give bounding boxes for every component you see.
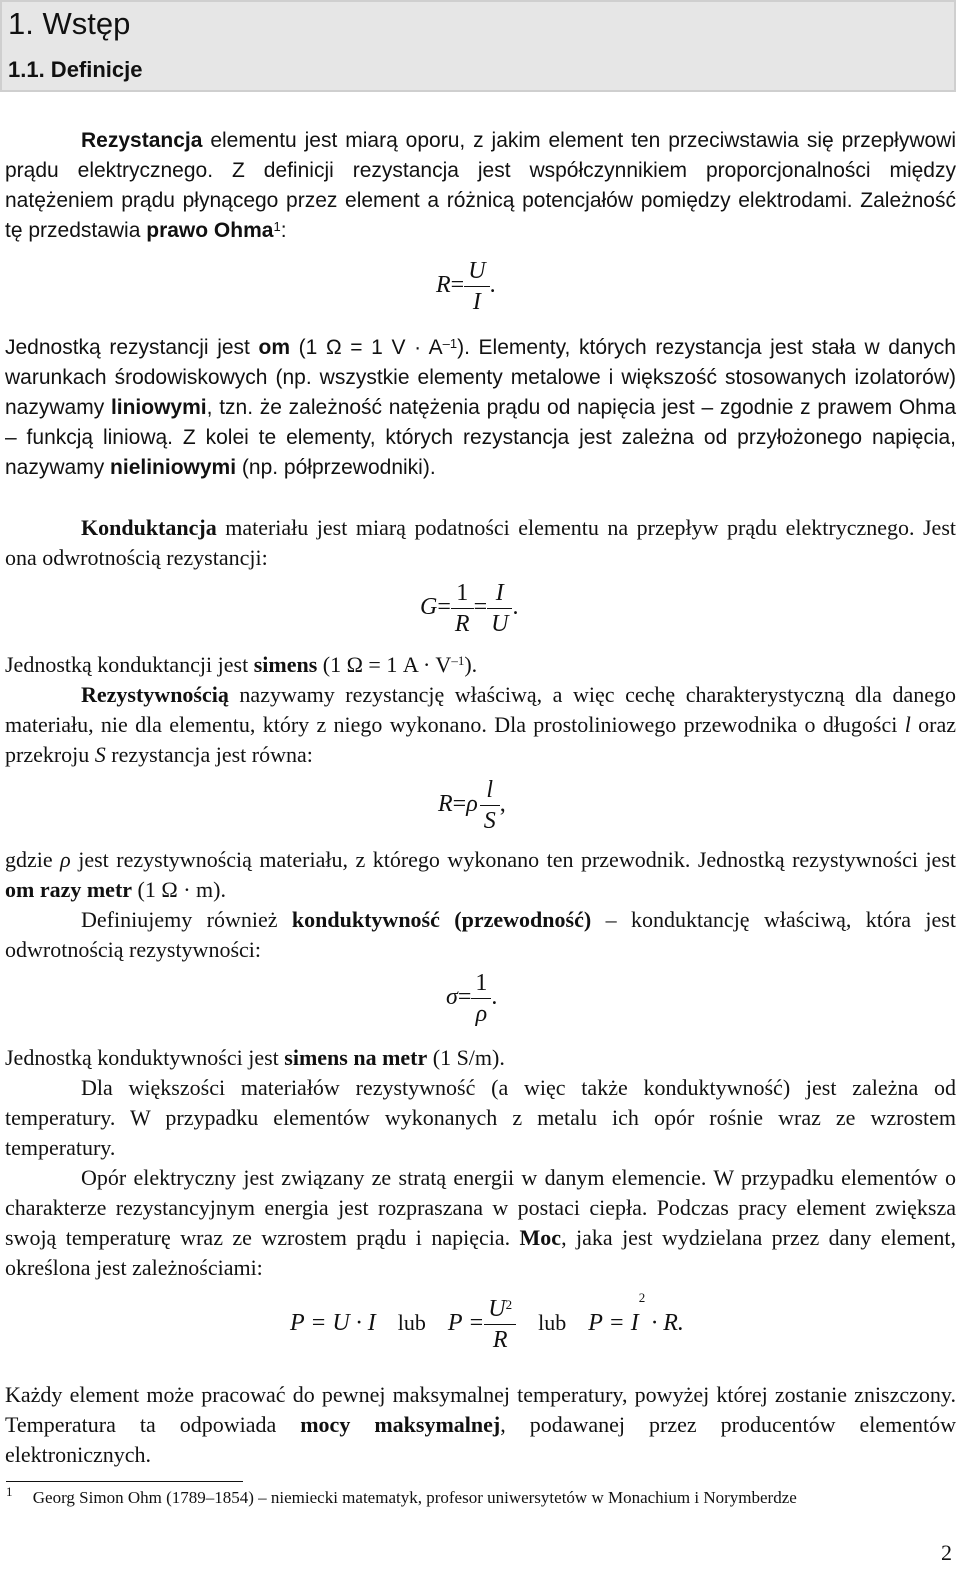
paragraph-konduktancja: Konduktancja materiału jest miarą podatności elementu na przepływ prądu elektrycznego. Jest ona odwrotnością rezystancji: (5, 515, 956, 570)
footnote-rule (6, 1481, 243, 1482)
paragraph-moc-maksymalna: Każdy element może pracować do pewnej maksymalnej temperatury, powyżej której zostanie zniszczony. Temperatura ta odpowiada mocy maksymalnej, podawanej przez producentów elementów elektronicznych. (5, 1382, 956, 1467)
paragraph-jednostka-konduktywnosci: Jednostką konduktywności jest simens na metr (1 S/m). (5, 1045, 505, 1070)
footnote (6, 1484, 797, 1508)
term-rezystancja: Rezystancja (81, 129, 203, 152)
equation-konduktancja: G= $\frac{1}{R}$ = $\frac{I}{U}$ . (420, 580, 519, 637)
equation-moc: P = U · I lub P = $\frac{U^2}{R}$ lub $P = I^2 \cdot R$. (290, 1290, 684, 1353)
section-title: 1.1. Definicje (8, 57, 143, 82)
chapter-title: 1. Wstęp (8, 6, 131, 41)
paragraph-jednostka-konduktancji: Jednostką konduktancji jest simens (1 Ω = 1 $A \cdot V^{-1}$). (5, 652, 478, 677)
paragraph-rezystancja: Rezystancja elementu jest miarą oporu, z jakim element ten przeciwstawia się przepływowi prądu elektrycznego. Z definicji rezystancja jest współczynnikiem proporcjonalności między natężeniem prądu płynącego przez element a różnicą potencjałów pomiędzy elektrodami. Zależność tę przedstawia prawo Ohma$^1$: (5, 129, 956, 242)
term-prawo-ohma: prawo Ohma (146, 219, 274, 242)
heading-bar (0, 0, 956, 92)
equation-ohm: R= $\frac{U}{I}$ . (436, 258, 496, 315)
footnote-text: Georg Simon Ohm (1789–1854) – niemiecki matematyk, profesor uniwersytetów w Monachium i Norymberdze (32, 1488, 797, 1507)
footnote-ref: 1 (273, 219, 281, 234)
page-number: 2 (941, 1540, 952, 1565)
equation-konduktywnosc: σ= $\frac{1}{\rho}$ . (446, 970, 498, 1027)
paragraph-konduktywnosc: Definiujemy również konduktywność (przewodność) – konduktancję właściwą, która jest odwrotnością rezystywności: (5, 907, 956, 962)
footnote-mark: 1 (6, 1484, 13, 1499)
paragraph-jednostka-rezystancji: Jednostką rezystancji jest om (1 Ω = 1 $V \cdot A^{-1}$). Elementy, których rezystancja jest stała w danych warunkach środowiskowych (np. wszystkie elementy metalowe i większość stosowanych izolatorów) nazywamy liniowymi, tzn. że zależność natężenia prądu od napięcia jest – zgodnie z prawem Ohma – funkcją liniową. Z kolei te elementy, których rezystancja jest zależna od przyłożonego napięcia, nazywamy nieliniowymi (np. półprzewodniki). (5, 336, 957, 479)
paragraph-moc: Opór elektryczny jest związany ze stratą energii w danym elemencie. W przypadku elementów o charakterze rezystancyjnym energia jest rozpraszana w postaci ciepła. Podczas pracy element zwiększa swoją temperaturę wraz ze wzrostem prądu i napięcia. Moc, jaka jest wydzielana przez dany element, określona jest zależnościami: (5, 1165, 956, 1280)
paragraph-rezystywnosc: Rezystywnością nazywamy rezystancję właściwą, a więc cechę charakterystyczną dla danego materiału, nie dla elementu, który z niego wykonano. Dla prostoliniowego przewodnika o długości l oraz przekroju S rezystancja jest równa: (5, 682, 956, 767)
paragraph-gdzie-rho: gdzie ρ jest rezystywnością materiału, z którego wykonano ten przewodnik. Jednostką rezystywności jest om razy metr (1 Ω · m). (5, 847, 956, 902)
paragraph-temperatura: Dla większości materiałów rezystywność (a więc także konduktywność) jest zależna od temperatury. W przypadku elementów wykonanych z metalu ich opór rośnie wraz ze wzrostem temperatury. (5, 1075, 956, 1160)
equation-rezystywnosc: R=ρ $\frac{l}{S}$ , (438, 777, 506, 834)
